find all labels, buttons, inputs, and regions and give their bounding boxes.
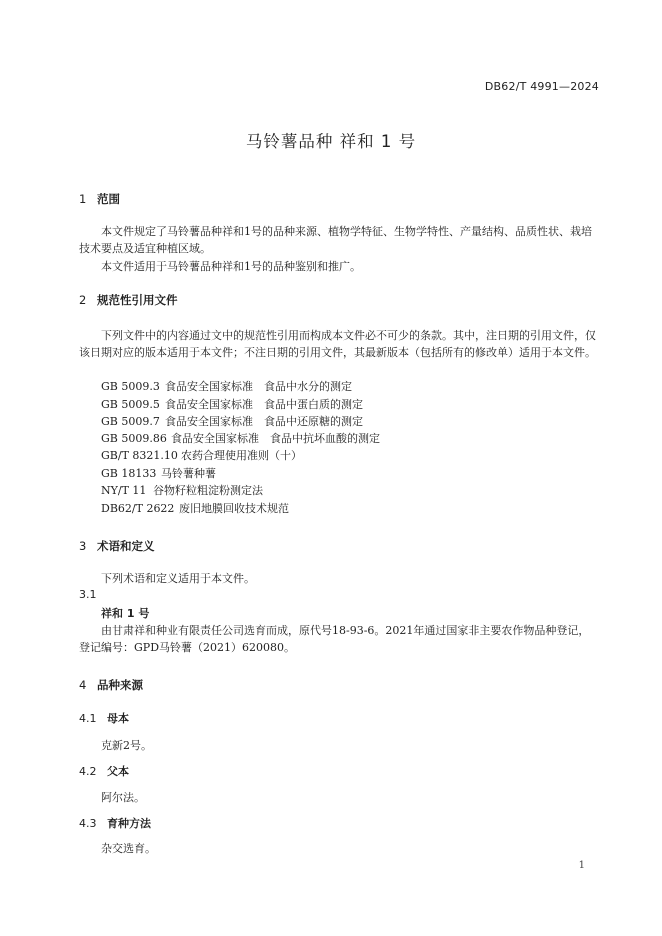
reference-code: DB62/T 2622	[101, 502, 175, 515]
section-number: 3	[79, 539, 87, 553]
reference-title: 废旧地膜回收技术规范	[179, 502, 289, 515]
clause-number: 3.1	[79, 588, 97, 601]
subsection-body: 阿尔法。	[101, 791, 145, 804]
subsection-heading: 4.2 父本	[79, 765, 129, 778]
reference-code: GB 5009.86	[101, 432, 167, 445]
reference-code: NY/T 11	[101, 484, 147, 497]
section-heading-3	[79, 538, 155, 554]
reference-code: GB 5009.5	[101, 398, 160, 411]
reference-title: 谷物籽粒粗淀粉测定法	[153, 484, 263, 497]
reference-title: 食品安全国家标准 食品中抗坏血酸的测定	[171, 432, 380, 445]
paragraph: 本文件规定了马铃薯品种祥和1号的品种来源、植物学特征、生物学特性、产量结构、品质性状、栽培技术要点及适宜种植区域。	[79, 225, 592, 255]
section-number: 1	[79, 192, 87, 206]
subsection-body: 克新2号。	[101, 739, 152, 752]
paragraph: 本文件适用于马铃薯品种祥和1号的品种鉴别和推广。	[101, 260, 361, 273]
section-title: 品种来源	[97, 678, 143, 692]
reference-item	[101, 430, 380, 446]
reference-code: GB 5009.7	[101, 415, 160, 428]
section-title: 范围	[97, 192, 120, 206]
reference-title: 食品安全国家标准 食品中还原糖的测定	[165, 415, 363, 428]
reference-code: GB/T 8321.10	[101, 449, 178, 462]
paragraph: 下列术语和定义适用于本文件。	[101, 572, 255, 585]
section-heading-2	[79, 292, 178, 308]
reference-title: 食品安全国家标准 食品中蛋白质的测定	[165, 398, 363, 411]
page-title: 马铃薯品种 祥和 1 号	[245, 132, 417, 151]
reference-item	[101, 413, 363, 429]
subsection-body: 杂交选育。	[101, 842, 156, 855]
reference-title: 农药合理使用准则（十）	[181, 449, 302, 462]
page-number: 1	[578, 860, 585, 871]
section-title: 规范性引用文件	[97, 293, 178, 307]
section-heading-1	[79, 191, 120, 207]
term-name: 祥和 1 号	[101, 607, 150, 620]
term-definition: 由甘肃祥和种业有限责任公司选育而成，原代号18-93-6。2021年通过国家非主要农作物品种登记，登记编号：GPD马铃薯（2021）620080。	[79, 624, 590, 654]
reference-item	[101, 500, 289, 516]
subsection-heading: 4.3 育种方法	[79, 817, 151, 830]
reference-title: 马铃薯种薯	[161, 467, 216, 480]
reference-title: 食品安全国家标准 食品中水分的测定	[165, 380, 352, 393]
reference-item	[101, 482, 263, 498]
reference-code: GB 18133	[101, 467, 157, 480]
reference-item	[101, 465, 216, 481]
section-number: 2	[79, 293, 87, 307]
reference-item	[101, 378, 352, 394]
section-number: 4	[79, 678, 87, 692]
section-heading-4	[79, 677, 143, 693]
reference-code: GB 5009.3	[101, 380, 160, 393]
reference-item	[101, 396, 363, 412]
standard-code: DB62/T 4991—2024	[484, 80, 599, 93]
paragraph: 下列文件中的内容通过文中的规范性引用而构成本文件必不可少的条款。其中，注日期的引用文件，仅该日期对应的版本适用于本文件；不注日期的引用文件，其最新版本（包括所有的修改单）适用于本文件。	[79, 329, 596, 359]
reference-item	[101, 447, 302, 463]
section-title: 术语和定义	[97, 539, 155, 553]
subsection-heading: 4.1 母本	[79, 712, 129, 725]
